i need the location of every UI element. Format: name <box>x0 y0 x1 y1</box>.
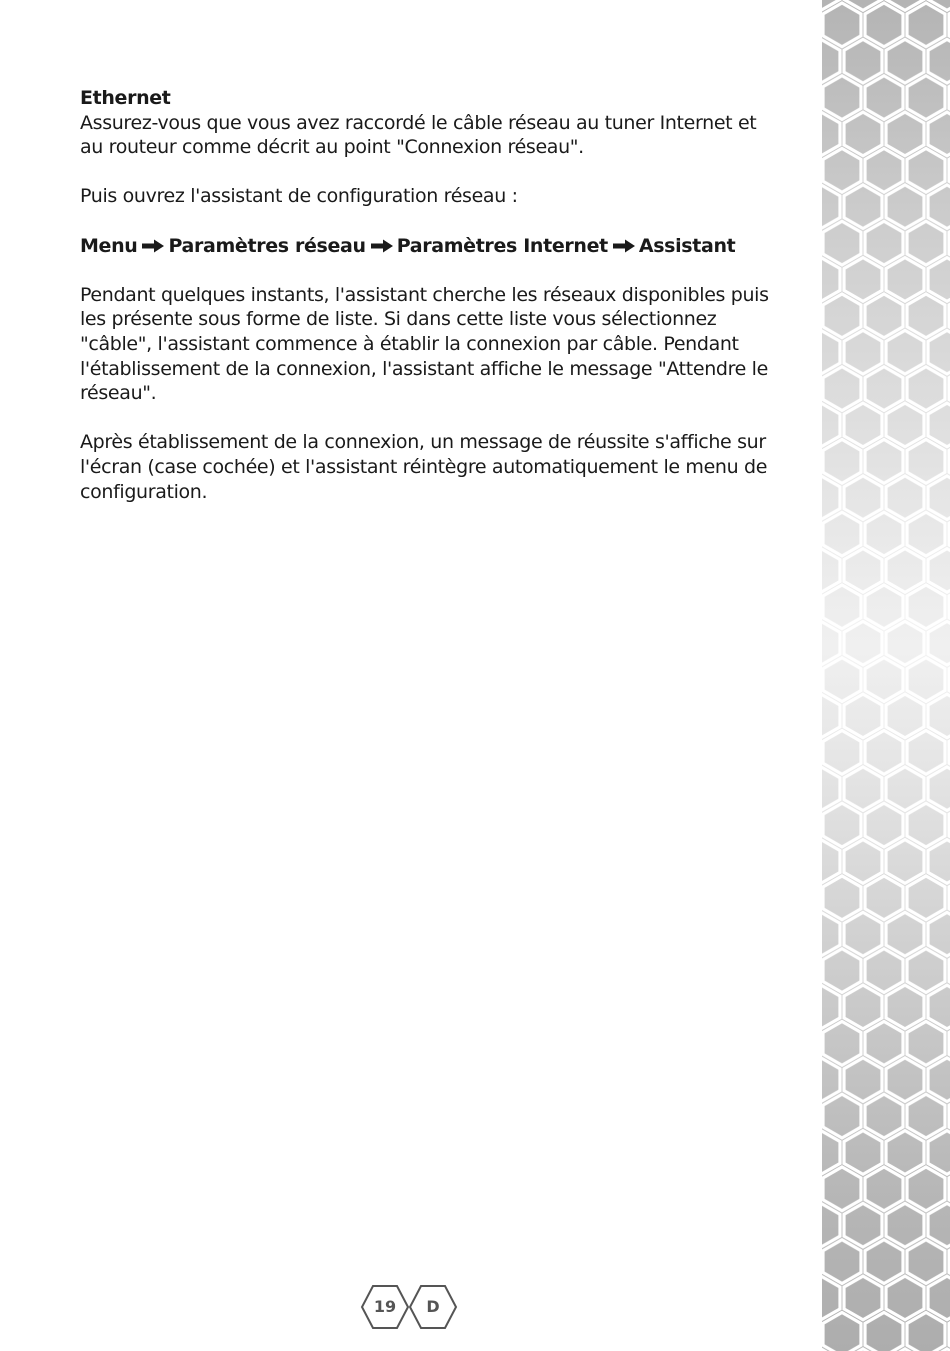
page-footer <box>358 1284 460 1330</box>
language-code: D <box>426 1297 440 1316</box>
menu-path-step: Paramètres Internet <box>396 234 608 257</box>
menu-path-step: Assistant <box>638 234 736 257</box>
page-number: 19 <box>373 1297 397 1316</box>
page-number-badge <box>360 1284 410 1330</box>
success-paragraph: Après établissement de la connexion, un message de réussite s'affiche sur l'écran (case cochée) et l'assistant réintègre automatiquement le menu de configuration. <box>80 431 768 503</box>
search-paragraph: Pendant quelques instants, l'assistant cherche les réseaux disponibles puis les présente sous forme de liste. Si dans cette liste vous sélectionnez "câble", l'assistant commence à établir la connexion par câble. Pendant l'établissement de la connexion, l'assistant affiche le message "Attendre le réseau". <box>80 283 769 405</box>
spacer <box>80 258 780 283</box>
hexagon-pattern-sidebar <box>821 0 950 1351</box>
right-arrow-icon <box>612 239 636 253</box>
right-arrow-icon <box>141 239 165 253</box>
spacer <box>80 406 780 431</box>
spacer <box>80 160 780 185</box>
intro-paragraph: Assurez-vous que vous avez raccordé le câble réseau au tuner Internet et au routeur comme décrit au point "Connexion réseau". <box>80 111 757 159</box>
right-arrow-icon <box>370 239 394 253</box>
page-content <box>80 86 780 504</box>
open-wizard-paragraph: Puis ouvrez l'assistant de configuration réseau : <box>80 185 518 208</box>
menu-path-step: Menu <box>80 234 138 257</box>
menu-path-step: Paramètres réseau <box>168 234 366 257</box>
spacer <box>80 209 780 234</box>
section-heading: Ethernet <box>80 87 171 109</box>
language-badge <box>408 1284 458 1330</box>
hexagon-pattern <box>821 0 950 1351</box>
menu-path <box>80 234 780 259</box>
